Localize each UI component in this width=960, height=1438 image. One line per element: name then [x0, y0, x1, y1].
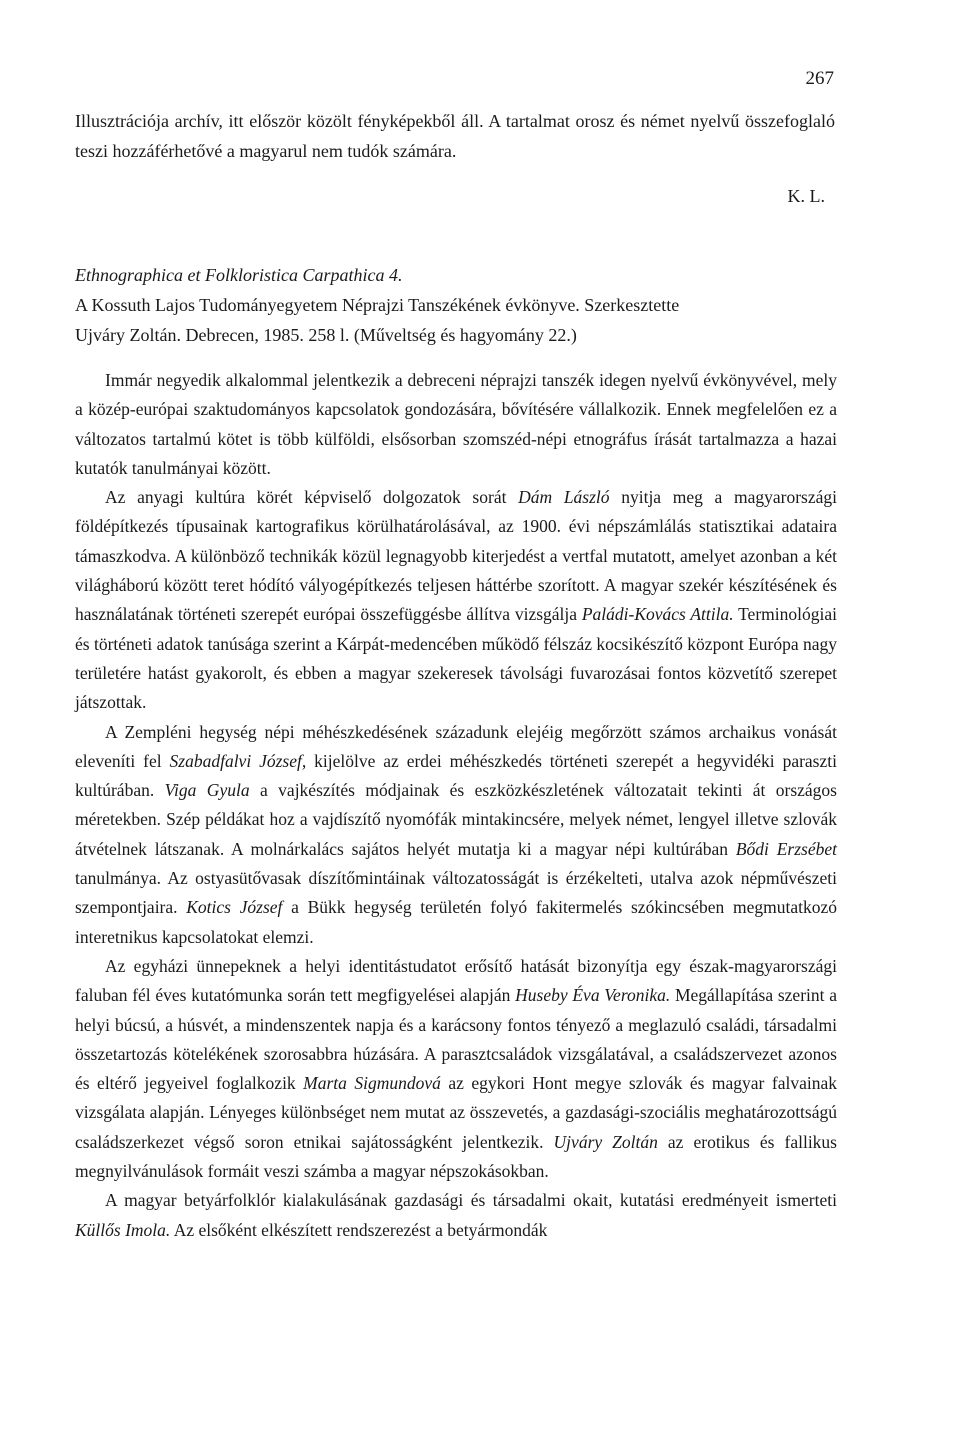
text-segment: Az egyházi ünnepeknek a helyi identitástudatot erősítő hatását bizonyítja egy észak-magyarországi faluban fél éves kutatómunka során tett megfigyelései alapján	[75, 955, 837, 1006]
text-segment: a Bükk hegység területén folyó fakitermelés szókincsében megmutatkozó interetnikus kapcsolatokat elemzi.	[75, 897, 838, 947]
author-name: Paládi-Kovács Attila.	[581, 604, 734, 625]
text-segment: tanulmánya. Az ostyasütővasak díszítőmintáinak változatosságát is érzékelteti, utalva azok népművészeti szempontjaira.	[75, 868, 837, 918]
text-segment: az erotikus és fallikus megnyilvánulások formáit veszi számba a magyar népszokásokban.	[75, 1131, 837, 1182]
author-name: Küllős Imola.	[75, 1219, 171, 1240]
review-paragraph-1	[75, 366, 837, 483]
page-number: 267	[805, 68, 834, 89]
author-name: Bődi Erzsébet	[735, 838, 837, 859]
author-name: Ujváry Zoltán	[553, 1131, 658, 1152]
text-segment: nyitja meg a magyarországi földépítkezés típusainak kartografikus körülhatárolásával, az 1900. évi népszámlálás statisztikai adataira támaszkodva. A különböző technikák közül legnagyobb kiterjedést a vertfal mutatott, amelyet azonban a két világháború között teret hódító vályogépítkezés teljesen háttérbe szorított. A magyar szekér készítésének és használatának történeti szerepét európai összefüggésbe állítva vizsgálja	[75, 487, 837, 625]
intro-paragraph: Illusztrációja archív, itt először közölt fényképekből áll. A tartalmat orosz és német nyelvű összefoglaló teszi hozzáférhetővé a magyarul nem tudók számára.	[75, 111, 835, 161]
text-segment: a vajkészítés módjainak és eszközkészletének változatait tekinti át országos méretekben. Szép példákat hoz a vajdíszítő nyomófák mintakincsére, melyek német, lengyel illetve szlovák átvételnek látszanak. A molnárkalács sajátos helyét mutatja ki a magyar népi kultúrában	[75, 780, 837, 859]
author-name: Kotics József	[186, 897, 283, 918]
author-name: Dám László	[518, 487, 610, 508]
text-segment: Az elsőként elkészített rendszerezést a betyármondák	[170, 1219, 548, 1240]
reviewer-signature: K. L.	[787, 186, 825, 206]
book-editor-line: Ujváry Zoltán. Debrecen, 1985. 258 l. (Műveltség és hagyomány 22.)	[75, 325, 577, 345]
text-segment: Terminológiai és történeti adatok tanúsága szerint a Kárpát-medencében működő félszáz kocsikészítő központ Európa nagy területére hatást gyakorolt, és ebben a magyar szekeresek távolsági fuvarozásai fontos közvetítő szerepet játszottak.	[75, 604, 837, 713]
review-paragraph-3	[75, 718, 837, 952]
author-name: Viga Gyula	[164, 780, 250, 801]
text-segment: A Zempléni hegység népi méhészkedésének századunk elejéig megőrzött számos archaikus vonását eleveníti fel	[75, 721, 837, 771]
text-segment: Az anyagi kultúra körét képviselő dolgozatok sorát	[105, 487, 519, 508]
review-paragraph-4	[75, 952, 837, 1186]
text-segment: Megállapítása szerint a helyi búcsú, a húsvét, a mindenszentek napja és a karácsony fontos tényező a meglazuló családi, társadalmi összetartozás kötelékének szorosabbra húzására. A parasztcsaládok vizsgálatával, a családszervezet azonos és eltérő jegyeivel foglalkozik	[75, 985, 837, 1094]
book-publisher-line: A Kossuth Lajos Tudományegyetem Néprajzi Tanszékének évkönyve. Szerkesztette	[75, 295, 680, 315]
review-body	[75, 366, 837, 1245]
book-header	[75, 260, 845, 350]
author-name: Szabadfalvi József,	[169, 750, 307, 771]
author-name: Huseby Éva Veronika.	[515, 985, 671, 1006]
text-segment: az egykori Hont megye szlovák és magyar falvainak vizsgálata alapján. Lényeges különbséget nem mutat az összevetés, a gazdasági-szociális meghatározottságú családszerkezet végső soron etnikai sajátosságként jelentkezik.	[75, 1073, 837, 1152]
review-paragraph-5	[75, 1186, 837, 1245]
text-segment: Immár negyedik alkalommal jelentkezik a debreceni néprajzi tanszék idegen nyelvű évkönyvével, mely a közép-európai szaktudományos kapcsolatok gondozására, bővítésére vállalkozik. Ennek megfelelően ez a változatos tartalmú kötet is több külföldi, elsősorban szomszéd-népi etnográfus írását tartalmazza a hazai kutatók tanulmányai között.	[75, 370, 837, 478]
book-title: Ethnographica et Folkloristica Carpathica 4.	[75, 265, 403, 285]
text-segment: kijelölve az erdei méhészkedés történeti szerepét a hegyvidéki paraszti kultúrában.	[75, 750, 837, 801]
review-paragraph-2	[75, 483, 837, 717]
text-segment: A magyar betyárfolklór kialakulásának gazdasági és társadalmi okait, kutatási eredményeit ismerteti	[105, 1190, 837, 1211]
author-name: Marta Sigmundová	[303, 1073, 441, 1094]
